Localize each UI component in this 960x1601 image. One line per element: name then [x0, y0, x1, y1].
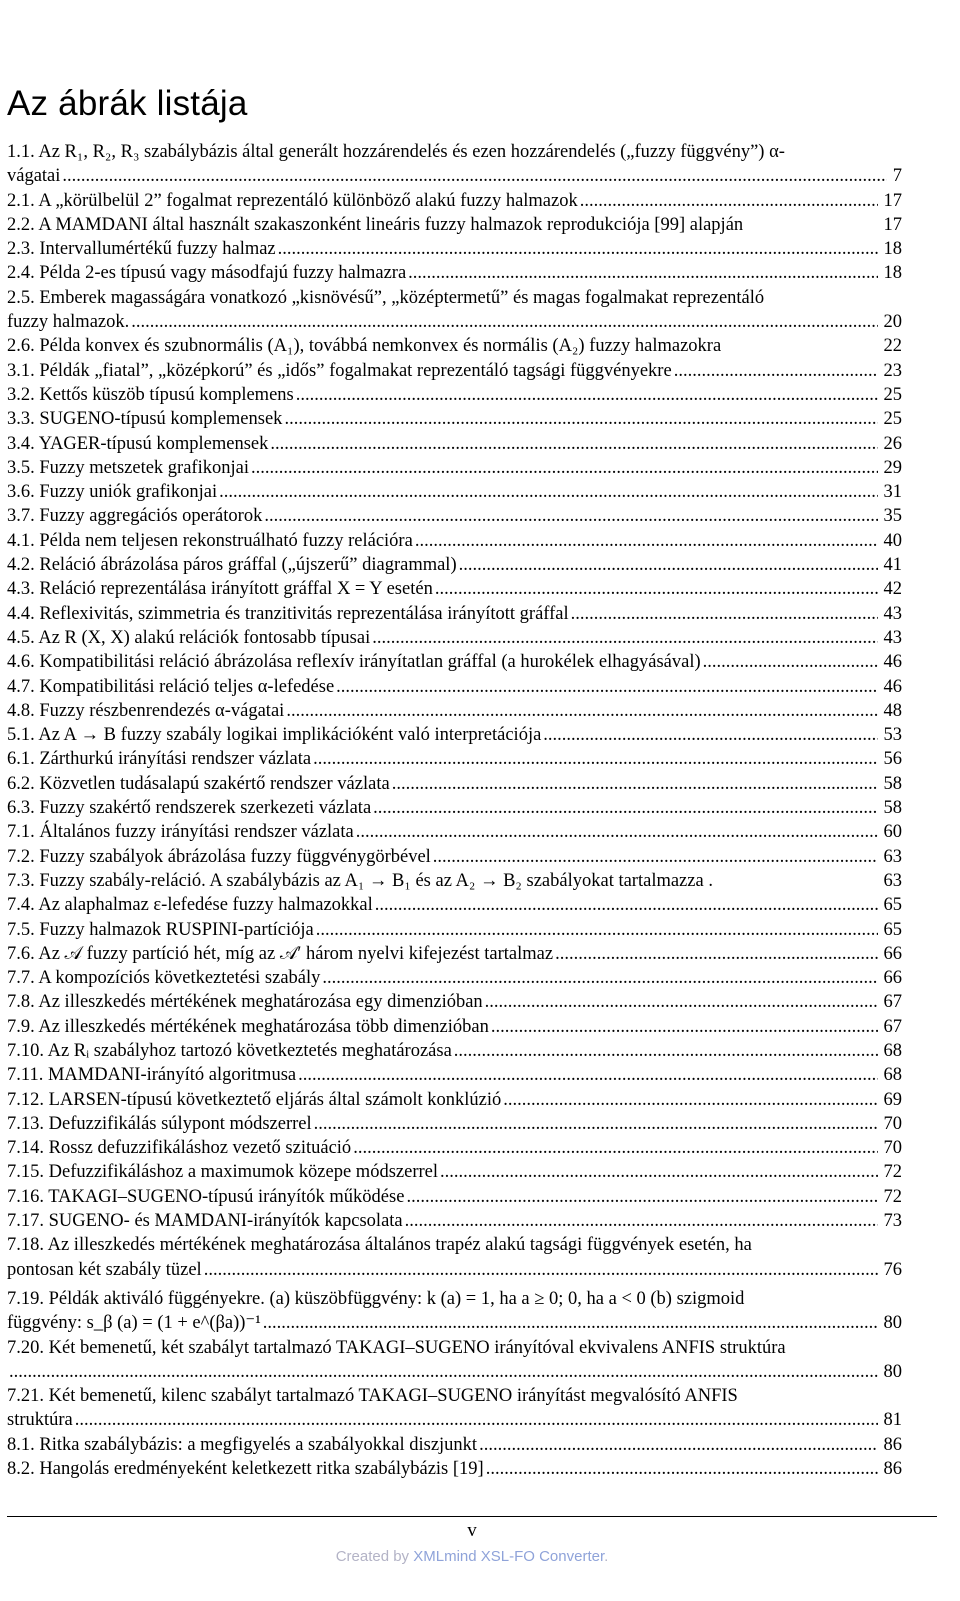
entry-line: [7, 1233, 902, 1257]
entry-line: [7, 1336, 902, 1360]
entry-line: [7, 456, 902, 480]
entry-page-number: 25: [883, 409, 902, 430]
entry-page-number: 76: [883, 1259, 902, 1280]
entry-line: [7, 359, 902, 383]
entry-page-number: 48: [883, 700, 902, 721]
entry-line: [7, 626, 902, 650]
figure-list-entry[interactable]: [7, 602, 902, 626]
entry-page-number: 18: [883, 239, 902, 260]
entry-page-number: 70: [883, 1113, 902, 1134]
entry-line: [7, 261, 902, 285]
entry-page-number: 56: [883, 749, 902, 770]
figure-list-entry[interactable]: [7, 189, 902, 213]
figure-list-entry[interactable]: [7, 675, 902, 699]
figure-list-entry[interactable]: [7, 1136, 902, 1160]
figure-list-entry[interactable]: [7, 213, 902, 237]
figure-list-entry[interactable]: [7, 140, 902, 189]
entry-line: [7, 213, 902, 237]
entry-caption: 7.6. Az 𝒜 fuzzy partíció hét, míg az 𝒜′ három nyelvi kifejezést tartalmaz: [7, 943, 554, 964]
figure-list-entry[interactable]: [7, 1039, 902, 1063]
dot-leader: [543, 723, 877, 747]
entry-line: [7, 602, 902, 626]
entry-caption: 7.14. Rossz defuzzifikáláshoz vezető szituáció: [7, 1138, 352, 1159]
figure-list-entry[interactable]: [7, 577, 902, 601]
entry-page-number: 23: [883, 360, 902, 381]
figure-list-entry[interactable]: [7, 237, 902, 261]
dot-leader: [571, 602, 878, 626]
dot-leader: [392, 772, 878, 796]
entry-caption: 2.2. A MAMDANI által használt szakaszonként lineáris fuzzy halmazok reprodukciója [99] alapján: [7, 214, 744, 235]
figure-list-entry[interactable]: [7, 893, 902, 917]
dot-leader: [356, 820, 878, 844]
dot-leader: [674, 359, 878, 383]
figure-list-entry[interactable]: [7, 1112, 902, 1136]
page-title: Az ábrák listája: [7, 84, 248, 123]
entry-line: [7, 310, 902, 334]
entry-caption: függvény: s_β (a) = (1 + e^(βa))⁻¹: [7, 1313, 261, 1334]
entry-caption: vágatai: [7, 166, 61, 187]
figure-list-entry[interactable]: [7, 723, 902, 747]
entry-caption: 6.2. Közvetlen tudásalapú szakértő rendszer vázlata: [7, 773, 390, 794]
entry-page-number: 22: [883, 336, 902, 357]
entry-line: [7, 407, 902, 431]
entry-line: [7, 140, 902, 164]
entry-line: [7, 1360, 902, 1384]
entry-caption: 4.3. Reláció reprezentálása irányított gráffal X = Y esetén: [7, 579, 433, 600]
figure-list-entry[interactable]: [7, 796, 902, 820]
entry-caption: 4.6. Kompatibilitási reláció ábrázolása reflexív irányítatlan gráffal (a hurokélek elhagyásával): [7, 652, 701, 673]
dot-leader: [322, 966, 877, 990]
entry-page-number: 53: [883, 725, 902, 746]
entry-caption: 2.6. Példa konvex és szubnormális (A₁), továbbá nemkonvex és normális (A₂) fuzzy halmazokra: [7, 336, 722, 357]
dot-leader: [486, 1457, 878, 1481]
entry-caption: 4.2. Reláció ábrázolása páros gráffal („újszerű” diagrammal): [7, 555, 457, 576]
dot-leader: [75, 1408, 878, 1432]
entry-caption: 7.21. Két bemenetű, kilenc szabályt tartalmazó TAKAGI–SUGENO irányítást megvalósító ANFIS: [7, 1386, 738, 1407]
entry-caption: 2.1. A „körülbelül 2” fogalmat reprezentáló különböző alakú fuzzy halmazok: [7, 190, 578, 211]
entry-line: [7, 286, 902, 310]
entry-caption: 2.5. Emberek magasságára vonatkozó „kisnövésű”, „középtermetű” és magas fogalmakat reprezentáló: [7, 287, 765, 308]
figure-list-entry[interactable]: [7, 747, 902, 771]
dot-leader: [415, 529, 878, 553]
entry-page-number: 72: [883, 1162, 902, 1183]
figure-list-entry[interactable]: [7, 1209, 902, 1233]
entry-line: [7, 189, 902, 213]
entry-page-number: 40: [883, 530, 902, 551]
figure-list-entry[interactable]: [7, 359, 902, 383]
figure-list-entry[interactable]: [7, 845, 902, 869]
entry-page-number: 43: [883, 603, 902, 624]
entry-page-number: 65: [883, 919, 902, 940]
entry-line: [7, 1088, 902, 1112]
figure-list-entry[interactable]: [7, 1457, 902, 1481]
figure-list-entry[interactable]: [7, 432, 902, 456]
entry-caption: 3.6. Fuzzy uniók grafikonjai: [7, 482, 218, 503]
figure-list-entry[interactable]: [7, 261, 902, 285]
entry-page-number: 41: [883, 555, 902, 576]
entry-line: [7, 1209, 902, 1233]
entry-caption: 3.2. Kettős küszöb típusú komplemens: [7, 384, 294, 405]
entry-line: [7, 334, 902, 358]
entry-line: [7, 1311, 902, 1335]
entry-line: [7, 966, 902, 990]
entry-page-number: 66: [883, 968, 902, 989]
figure-list-entry[interactable]: [7, 772, 902, 796]
entry-line: [7, 918, 902, 942]
credit-suffix: .: [604, 1548, 609, 1565]
entry-caption: 4.4. Reflexivitás, szimmetria és tranzitivitás reprezentálása irányított gráffal: [7, 603, 569, 624]
entry-page-number: 31: [883, 482, 902, 503]
figure-list-entry[interactable]: [7, 504, 902, 528]
entry-caption: 7.8. Az illeszkedés mértékének meghatározása egy dimenzióban: [7, 992, 483, 1013]
dot-leader: [405, 1209, 878, 1233]
entry-page-number: 43: [883, 627, 902, 648]
dot-leader: [459, 553, 878, 577]
entry-caption: 4.8. Fuzzy részbenrendezés α-vágatai: [7, 700, 285, 721]
entry-caption: 4.7. Kompatibilitási reláció teljes α-lefedése: [7, 676, 335, 697]
entry-line: [7, 504, 902, 528]
figure-list-entry[interactable]: [7, 1384, 902, 1433]
entry-line: [7, 990, 902, 1014]
dot-leader: [313, 747, 877, 771]
dot-leader: [435, 577, 878, 601]
entry-page-number: 26: [883, 433, 902, 454]
entry-line: [7, 1063, 902, 1087]
entry-page-number: 86: [883, 1459, 902, 1480]
entry-caption: 3.1. Példák „fiatal”, „középkorú” és „idős” fogalmakat reprezentáló tagsági függvényekre: [7, 360, 672, 381]
dot-leader: [580, 189, 878, 213]
dot-leader: [353, 1136, 877, 1160]
entry-line: [7, 577, 902, 601]
dot-leader: [406, 1185, 877, 1209]
figure-list-entry[interactable]: [7, 529, 902, 553]
entry-line: [7, 237, 902, 261]
entry-caption: 7.1. Általános fuzzy irányítási rendszer vázlata: [7, 822, 354, 843]
entry-line: [7, 893, 902, 917]
dot-leader: [408, 261, 877, 285]
figure-list-entry[interactable]: [7, 456, 902, 480]
dot-leader: [219, 480, 877, 504]
figure-list-entry[interactable]: [7, 1160, 902, 1184]
dot-leader: [284, 407, 877, 431]
entry-line: [7, 1039, 902, 1063]
entry-page-number: 68: [883, 1065, 902, 1086]
entry-line: [7, 1185, 902, 1209]
figure-list-entry[interactable]: [7, 869, 902, 893]
entry-line: [7, 845, 902, 869]
entry-page-number: 69: [883, 1089, 902, 1110]
figure-list-entry[interactable]: [7, 1233, 902, 1282]
credit-brand-link[interactable]: XMLmind XSL-FO Converter: [413, 1548, 605, 1565]
dot-leader: [278, 237, 878, 261]
entry-page-number: 46: [883, 676, 902, 697]
entry-page-number: 58: [883, 773, 902, 794]
dot-leader: [503, 1088, 877, 1112]
entry-line: [7, 480, 902, 504]
dot-leader: [703, 650, 878, 674]
entry-page-number: 18: [883, 263, 902, 284]
entry-line: [7, 1160, 902, 1184]
dot-leader: [491, 1015, 878, 1039]
figure-list: [7, 140, 902, 1481]
entry-page-number: 81: [883, 1410, 902, 1431]
dot-leader: [270, 432, 877, 456]
entry-caption: 4.5. Az R (X, X) alakú relációk fontosabb típusai: [7, 627, 371, 648]
entry-caption: fuzzy halmazok.: [7, 312, 130, 333]
entry-page-number: 66: [883, 943, 902, 964]
entry-page-number: 46: [883, 652, 902, 673]
dot-leader: [296, 383, 878, 407]
dot-leader: [264, 504, 877, 528]
figure-list-entry[interactable]: [7, 407, 902, 431]
entry-line: [7, 1384, 902, 1408]
entry-caption: 3.5. Fuzzy metszetek grafikonjai: [7, 457, 249, 478]
entry-line: [7, 529, 902, 553]
entry-caption: 7.9. Az illeszkedés mértékének meghatározása több dimenzióban: [7, 1016, 489, 1037]
entry-line: [7, 432, 902, 456]
entry-caption: 7.4. Az alaphalmaz ε-lefedése fuzzy halmazokkal: [7, 895, 373, 916]
figure-list-entry[interactable]: [7, 553, 902, 577]
dot-leader: [263, 1311, 878, 1335]
entry-caption: 7.10. Az Rᵢ szabályhoz tartozó következtetés meghatározása: [7, 1040, 452, 1061]
dot-leader: [479, 1433, 877, 1457]
dot-leader: [336, 675, 877, 699]
entry-page-number: 58: [883, 798, 902, 819]
entry-caption: 7.12. LARSEN-típusú következtető eljárás által számolt konklúzió: [7, 1089, 502, 1110]
footer-page-number: v: [467, 1520, 477, 1541]
credit-prefix: Created by: [335, 1548, 414, 1565]
entry-caption: 7.3. Fuzzy szabály-reláció. A szabálybázis az A₁ → B₁ és az A₂ → B₂ szabályokat tartalmazza .: [7, 870, 713, 891]
dot-leader: [298, 1063, 877, 1087]
entry-caption: 1.1. Az R₁, R₂, R₃ szabálybázis által generált hozzárendelés és ezen hozzárendelés („fuzzy függvény”) α-: [7, 142, 785, 162]
entry-line: [7, 164, 902, 188]
entry-caption: 7.17. SUGENO- és MAMDANI-irányítók kapcsolata: [7, 1211, 403, 1232]
entry-page-number: 68: [883, 1040, 902, 1061]
entry-line: [7, 553, 902, 577]
entry-caption: 7.7. A kompozíciós következtetési szabály: [7, 968, 321, 989]
entry-page-number: 35: [883, 506, 902, 527]
entry-page-number: 86: [883, 1434, 902, 1455]
entry-caption: 2.3. Intervallumértékű fuzzy halmaz: [7, 239, 276, 260]
figure-list-entry[interactable]: [7, 918, 902, 942]
figure-list-entry[interactable]: [7, 820, 902, 844]
figure-list-entry[interactable]: [7, 650, 902, 674]
entry-page-number: 72: [883, 1186, 902, 1207]
entry-caption: 7.5. Fuzzy halmazok RUSPINI-partíciója: [7, 919, 314, 940]
dot-leader: [204, 1258, 878, 1282]
footer-divider: [7, 1516, 937, 1517]
figure-list-entry[interactable]: [7, 1185, 902, 1209]
dot-leader: [131, 310, 877, 334]
entry-caption: 7.18. Az illeszkedés mértékének meghatározása általános trapéz alakú tagsági függvények esetén, ha: [7, 1235, 752, 1256]
entry-caption: 7.2. Fuzzy szabályok ábrázolása fuzzy függvénygörbével: [7, 846, 431, 867]
dot-leader: [372, 626, 877, 650]
figure-list-entry[interactable]: [7, 699, 902, 723]
dot-leader: [316, 918, 878, 942]
entry-page-number: 67: [883, 992, 902, 1013]
entry-page-number: 67: [883, 1016, 902, 1037]
entry-page-number: 42: [883, 579, 902, 600]
entry-line: [7, 1112, 902, 1136]
figure-list-entry[interactable]: [7, 1015, 902, 1039]
figure-list-entry[interactable]: [7, 334, 902, 358]
figure-list-entry[interactable]: [7, 1433, 902, 1457]
entry-page-number: 25: [883, 384, 902, 405]
entry-line: [7, 1408, 902, 1432]
entry-page-number: 70: [883, 1138, 902, 1159]
entry-caption: 3.3. SUGENO-típusú komplemensek: [7, 409, 283, 430]
entry-line: [7, 796, 902, 820]
entry-caption: struktúra: [7, 1410, 73, 1431]
figure-list-entry[interactable]: [7, 1088, 902, 1112]
entry-caption: 7.19. Példák aktiváló függényekre. (a) küszöbfüggvény: k (a) = 1, ha a ≥ 0; 0, ha a < 0 (b) szigmoid: [7, 1288, 745, 1309]
entry-page-number: 65: [883, 895, 902, 916]
dot-leader: [314, 1112, 878, 1136]
entry-line: [7, 723, 902, 747]
entry-line: [7, 1287, 902, 1311]
entry-caption: 7.20. Két bemenetű, két szabályt tartalmazó TAKAGI–SUGENO irányítóval ekvivalens ANFIS struktúra: [7, 1337, 786, 1358]
dot-leader: [62, 164, 886, 188]
entry-line: [7, 383, 902, 407]
entry-caption: 6.3. Fuzzy szakértő rendszerek szerkezeti vázlata: [7, 798, 372, 819]
entry-line: [7, 675, 902, 699]
entry-caption: 8.2. Hangolás eredményeként keletkezett ritka szabálybázis [19]: [7, 1459, 484, 1480]
dot-leader: [251, 456, 878, 480]
entry-caption: 3.4. YAGER-típusú komplemensek: [7, 433, 269, 454]
entry-line: [7, 699, 902, 723]
entry-line: [7, 942, 902, 966]
dot-leader: [440, 1160, 878, 1184]
entry-page-number: 17: [883, 190, 902, 211]
figure-list-entry[interactable]: [7, 1063, 902, 1087]
entry-page-number: 80: [883, 1313, 902, 1334]
figure-list-entry[interactable]: [7, 626, 902, 650]
figure-list-entry[interactable]: [7, 1336, 902, 1385]
figure-list-entry[interactable]: [7, 383, 902, 407]
entry-page-number: 80: [883, 1361, 902, 1382]
entry-caption: 7.13. Defuzzifikálás súlypont módszerrel: [7, 1113, 312, 1134]
dot-leader: [375, 893, 878, 917]
entry-caption: 7.16. TAKAGI–SUGENO-típusú irányítók működése: [7, 1186, 405, 1207]
entry-page-number: 60: [883, 822, 902, 843]
entry-page-number: 7: [892, 166, 902, 187]
entry-line: [7, 869, 902, 893]
entry-caption: 3.7. Fuzzy aggregációs operátorok: [7, 506, 263, 527]
figure-list-entry[interactable]: [7, 966, 902, 990]
entry-line: [7, 1015, 902, 1039]
dot-leader: [555, 942, 877, 966]
figure-list-entry[interactable]: [7, 480, 902, 504]
entry-caption: 2.4. Példa 2-es típusú vagy másodfajú fuzzy halmazra: [7, 263, 407, 284]
entry-line: [7, 1433, 902, 1457]
entry-line: [7, 1258, 902, 1282]
entry-caption: 4.1. Példa nem teljesen rekonstruálható fuzzy relációra: [7, 530, 413, 551]
entry-caption: 8.1. Ritka szabálybázis: a megfigyelés a szabályokkal diszjunkt: [7, 1434, 478, 1455]
entry-page-number: 63: [883, 846, 902, 867]
entry-page-number: 17: [883, 214, 902, 235]
dot-leader: [454, 1039, 878, 1063]
entry-page-number: 20: [883, 312, 902, 333]
entry-line: [7, 1457, 902, 1481]
entry-page-number: 63: [883, 870, 902, 891]
figure-list-entry[interactable]: [7, 286, 902, 335]
dot-leader: [9, 1360, 878, 1384]
entry-caption: 6.1. Zárthurkú irányítási rendszer vázlata: [7, 749, 312, 770]
dot-leader: [286, 699, 877, 723]
dot-leader: [433, 845, 878, 869]
entry-line: [7, 747, 902, 771]
footer-credit: [0, 1548, 944, 1565]
entry-page-number: 73: [883, 1211, 902, 1232]
dot-leader: [373, 796, 877, 820]
dot-leader: [485, 990, 878, 1014]
figure-list-entry[interactable]: [7, 1287, 902, 1336]
entry-caption: 7.15. Defuzzifikáláshoz a maximumok közepe módszerrel: [7, 1162, 438, 1183]
entry-line: [7, 650, 902, 674]
entry-line: [7, 820, 902, 844]
entry-page-number: 29: [883, 457, 902, 478]
figure-list-entry[interactable]: [7, 990, 902, 1014]
entry-caption: 7.11. MAMDANI-irányító algoritmusa: [7, 1065, 297, 1086]
entry-line: [7, 772, 902, 796]
entry-line: [7, 1136, 902, 1160]
figure-list-entry[interactable]: [7, 942, 902, 966]
entry-caption: 5.1. Az A → B fuzzy szabály logikai implikációként való interpretációja: [7, 725, 542, 746]
entry-caption: pontosan két szabály tüzel: [7, 1259, 202, 1280]
